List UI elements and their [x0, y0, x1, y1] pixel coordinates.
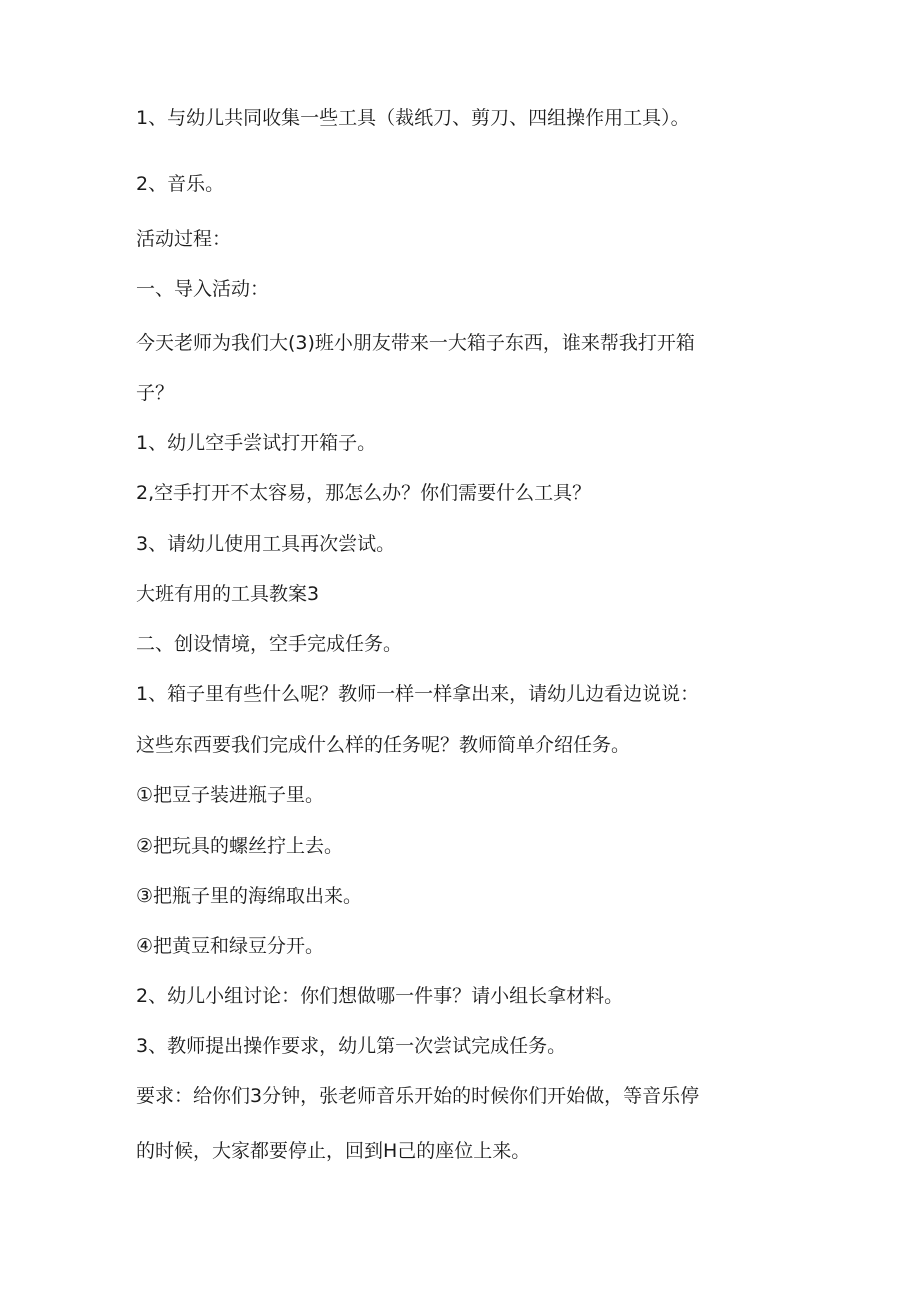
section-heading-process: 活动过程：	[136, 228, 232, 250]
page-header-title: 大班有用的工具教案3	[136, 583, 320, 605]
paragraph-line: 子？	[136, 382, 175, 404]
step-item: 3、教师提出操作要求，幼儿第一次尝试完成任务。	[136, 1035, 567, 1057]
paragraph-line: 的时候，大家都要停止，回到H己的座位上来。	[136, 1140, 531, 1162]
step-item: 1、箱子里有些什么呢？教师一样一样拿出来，请幼儿边看边说说：	[136, 683, 700, 705]
task-list-item: ①把豆子装进瓶子里。	[136, 784, 325, 806]
task-list-item: ②把玩具的螺丝拧上去。	[136, 835, 344, 857]
paragraph-line: 这些东西要我们完成什么样的任务呢？教师简单介绍任务。	[136, 734, 631, 756]
section-heading-task: 二、创设情境，空手完成任务。	[136, 633, 403, 655]
section-heading-intro: 一、导入活动：	[136, 278, 270, 300]
step-item: 3、请幼儿使用工具再次尝试。	[136, 533, 396, 555]
material-item-2: 2、音乐。	[136, 173, 225, 195]
step-item: 1、幼儿空手尝试打开箱子。	[136, 432, 377, 454]
paragraph-line: 今天老师为我们大(3)班小朋友带来一大箱子东西，谁来帮我打开箱	[136, 332, 695, 354]
task-list-item: ④把黄豆和绿豆分开。	[136, 935, 325, 957]
task-list-item: ③把瓶子里的海绵取出来。	[136, 885, 363, 907]
paragraph-line: 要求：给你们3分钟，张老师音乐开始的时候你们开始做，等音乐停	[136, 1085, 700, 1107]
step-item: 2、幼儿小组讨论：你们想做哪一件事？请小组长拿材料。	[136, 985, 624, 1007]
step-item: 2,空手打开不太容易，那怎么办？你们需要什么工具？	[136, 482, 592, 504]
material-item-1: 1、与幼儿共同收集一些工具（裁纸刀、剪刀、四组操作用工具）。	[136, 107, 690, 129]
